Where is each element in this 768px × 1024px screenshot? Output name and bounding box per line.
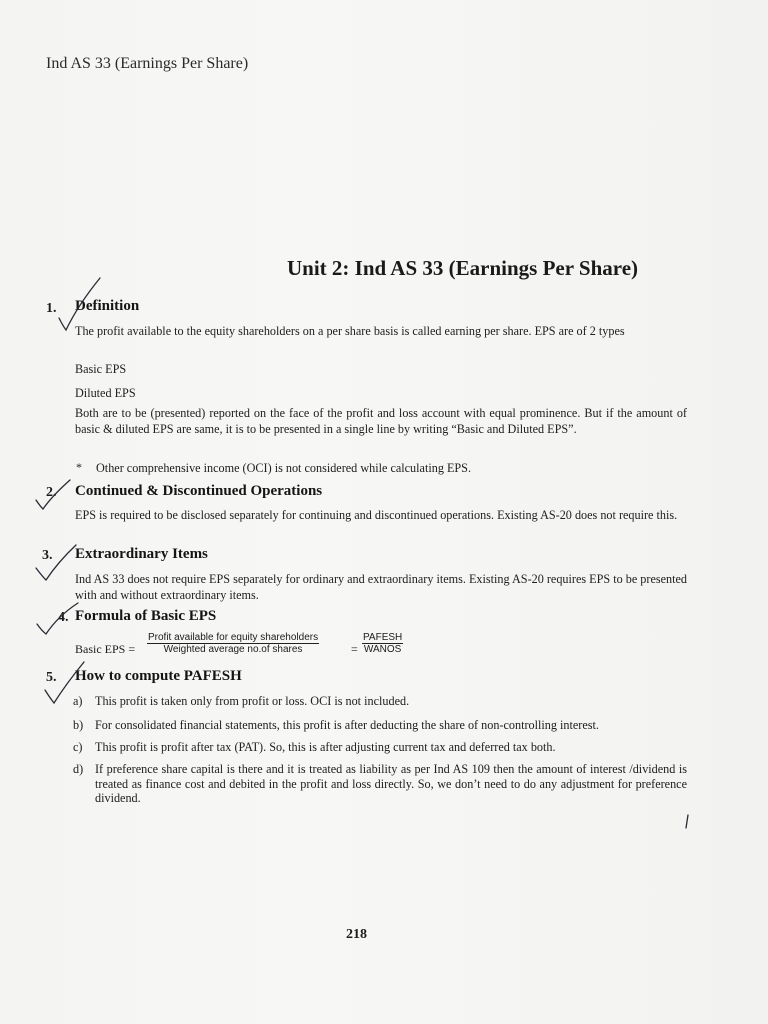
stray-pen-mark — [686, 815, 688, 828]
section-number-1: 1. — [46, 301, 57, 316]
section-number-2: 2. — [46, 485, 57, 500]
bullet-marker: * — [76, 460, 82, 474]
list-item — [73, 718, 687, 733]
list-item-text: For consolidated financial statements, this profit is after deducting the share of non-controlling interest. — [95, 718, 599, 732]
formula-fraction-abbr — [362, 632, 403, 655]
list-item-text: This profit is taken only from profit or loss. OCI is not included. — [95, 694, 410, 708]
formula-abbr-numerator: PAFESH — [363, 632, 403, 643]
extraordinary-paragraph: Ind AS 33 does not require EPS separately for ordinary and extraordinary items. Existing AS-20 requires EPS to be presented with and without extraordinary items. — [75, 572, 687, 602]
list-item — [73, 694, 687, 709]
eps-type-diluted: Diluted EPS — [75, 386, 136, 400]
page-number: 218 — [346, 927, 367, 942]
presentation-paragraph: Both are to be (presented) reported on the face of the profit and loss account with equal prominence. But if the amount of basic & diluted EPS are same, it is to be presented in a single line by writing “Basic and Diluted EPS”. — [75, 406, 687, 436]
formula-fraction-full — [147, 632, 319, 655]
section-number-4: 4. — [58, 610, 69, 625]
list-item — [73, 762, 687, 806]
list-item-label: b) — [73, 718, 84, 732]
section-heading-pafesh: How to compute PAFESH — [75, 668, 242, 684]
list-item-text: If preference share capital is there and it is treated as liability as per Ind AS 109 then the amount of interest /dividend is treated as finance cost and debited in the profit and loss directly. So, we don’t need to do any adjustment for preference dividend. — [95, 762, 687, 805]
oci-note: Other comprehensive income (OCI) is not considered while calculating EPS. — [96, 461, 472, 475]
formula-lhs: Basic EPS = — [75, 642, 136, 656]
list-item-label: c) — [73, 740, 83, 754]
section-heading-formula: Formula of Basic EPS — [75, 608, 217, 624]
list-item-text: This profit is profit after tax (PAT). So, this is after adjusting current tax and deferred tax both. — [95, 740, 556, 754]
section-heading-definition: Definition — [75, 298, 140, 314]
list-item-label: d) — [73, 762, 84, 776]
section-heading-extraordinary: Extraordinary Items — [75, 546, 208, 562]
eps-type-basic: Basic EPS — [75, 362, 127, 376]
running-header: Ind AS 33 (Earnings Per Share) — [46, 55, 249, 72]
formula-equals: = — [351, 642, 358, 656]
unit-title: Unit 2: Ind AS 33 (Earnings Per Share) — [287, 256, 639, 280]
definition-paragraph: The profit available to the equity shareholders on a per share basis is called earning per share. EPS are of 2 types — [75, 324, 625, 338]
formula-denominator: Weighted average no.of shares — [163, 644, 303, 655]
section-number-5: 5. — [46, 670, 57, 685]
list-item-label: a) — [73, 694, 83, 708]
section-number-3: 3. — [42, 548, 53, 563]
formula-numerator: Profit available for equity shareholders — [148, 632, 319, 643]
section-heading-continued: Continued & Discontinued Operations — [75, 483, 323, 499]
list-item — [73, 740, 687, 755]
continued-paragraph: EPS is required to be disclosed separately for continuing and discontinued operations. Existing AS-20 does not require this. — [75, 508, 678, 522]
formula-abbr-denominator: WANOS — [363, 644, 402, 655]
